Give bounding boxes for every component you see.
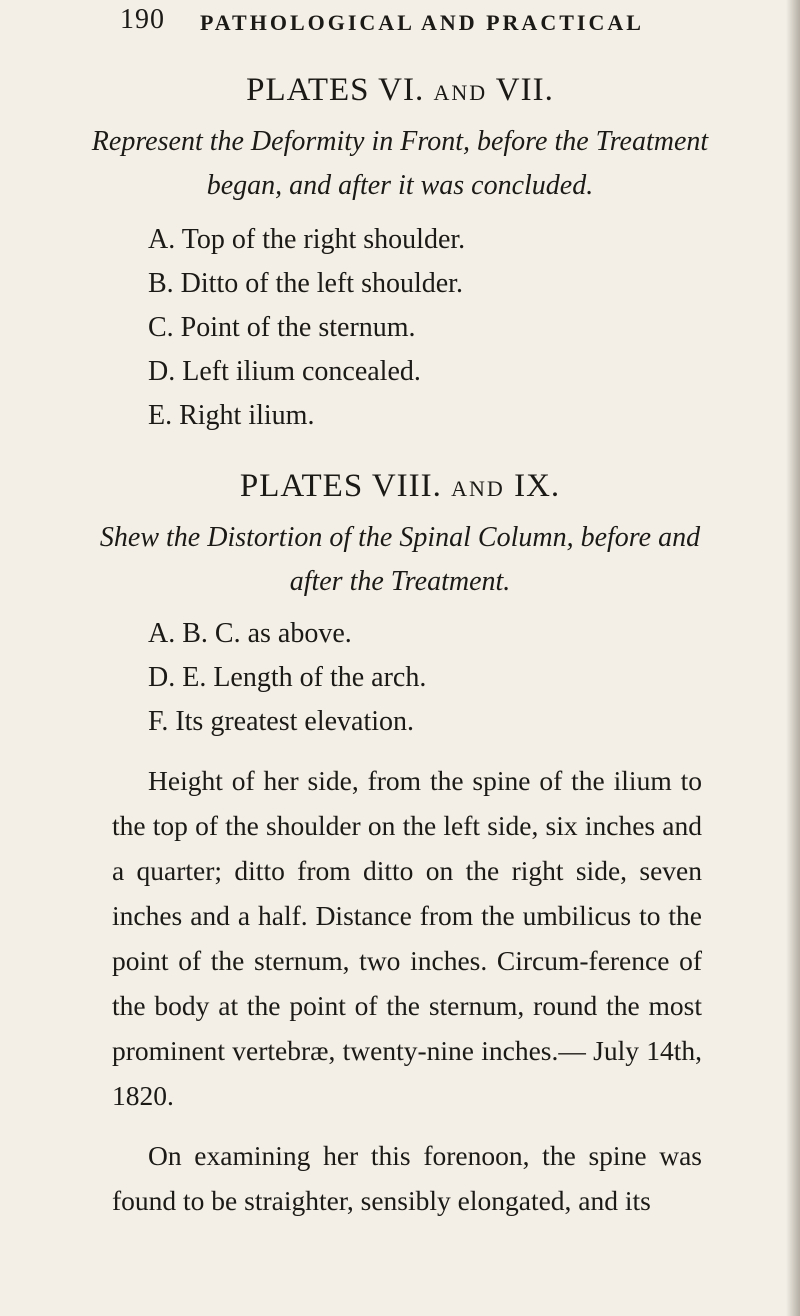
page-number: 190 [120, 4, 165, 35]
heading-main: PLATES VIII. [239, 468, 442, 504]
legend-item: D. E. Length of the arch. [148, 662, 427, 693]
plates-viii-ix-legend [148, 612, 426, 744]
running-head [122, 4, 682, 36]
subtitle-line: after the Treatment. [289, 566, 511, 597]
plates-viii-ix-subtitle [0, 516, 800, 604]
page-edge-shadow [786, 0, 800, 1316]
legend-item: D. Left ilium concealed. [148, 356, 421, 387]
plates-vi-vii-legend [148, 218, 465, 438]
legend-item: E. Right ilium. [148, 400, 315, 431]
legend-item: C. Point of the sternum. [148, 312, 416, 343]
plates-vi-vii-subtitle [0, 120, 800, 208]
heading-main: PLATES VI. [246, 72, 425, 108]
legend-item: A. Top of the right shoulder. [148, 224, 466, 255]
plates-vi-vii-heading [0, 72, 800, 109]
subtitle-line: Shew the Distortion of the Spinal Column, before and [99, 522, 701, 553]
examination-paragraph: On examining her this forenoon, the spine was found to be straighter, sensibly elongated, and its [112, 1140, 702, 1216]
subtitle-line: began, and after it was concluded. [206, 170, 594, 201]
legend-item: A. B. C. as above. [148, 618, 352, 649]
legend-item: B. Ditto of the left shoulder. [148, 268, 463, 299]
heading-end: VII. [495, 72, 554, 108]
measurements-paragraph: Height of her side, from the spine of the ilium to the top of the shoulder on the left side, six inches and a quarter; ditto from ditto on the right side, seven inches and a half. Distance from the umbilicus to the point of the sternum, two inches. Circum-ference of the body at the point of the sternum, round the most prominent vertebræ, twenty-nine inches.— July 14th, 1820. [112, 765, 702, 1111]
heading-end: IX. [514, 468, 561, 504]
heading-and: AND [433, 80, 488, 105]
subtitle-line: Represent the Deformity in Front, before the Treatment [91, 126, 709, 157]
legend-item: F. Its greatest elevation. [148, 706, 415, 737]
running-head-title: PATHOLOGICAL AND PRACTICAL [200, 10, 644, 35]
plates-viii-ix-heading [0, 468, 800, 505]
heading-and: AND [451, 476, 505, 501]
